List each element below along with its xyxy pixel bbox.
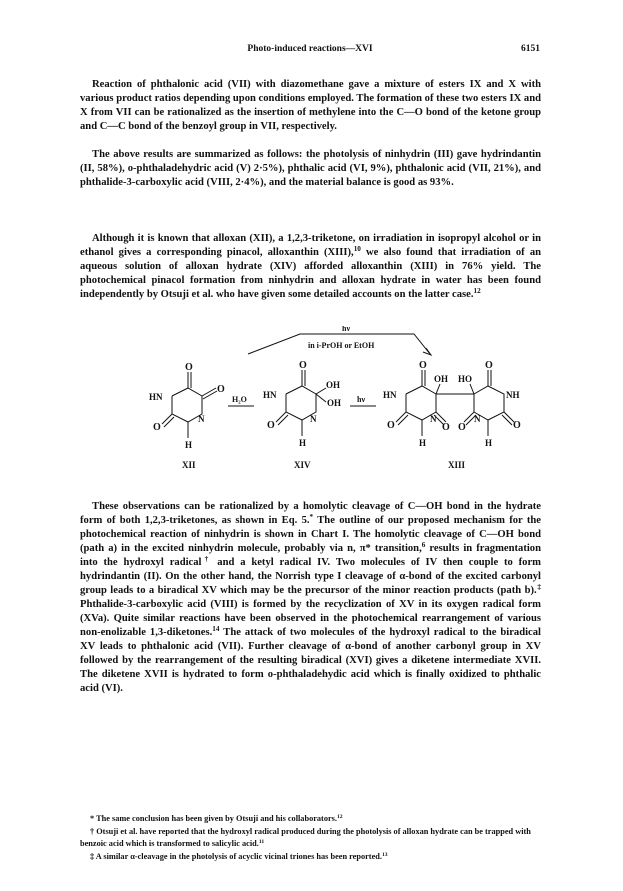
footnote-1 bbox=[80, 813, 541, 826]
page-header bbox=[80, 44, 540, 58]
paragraph-3 bbox=[80, 232, 541, 302]
atom-n: N bbox=[474, 414, 481, 424]
water-label: H₂O bbox=[232, 395, 247, 404]
atom-o: O bbox=[267, 420, 275, 431]
paragraph-4-text-a: These observations can be rationalized by a homolytic cleavage of C—OH bond in the hydrate form of both 1,2,3-triketones, as shown in Eq. 5. bbox=[80, 501, 541, 526]
citation-ref: 10 bbox=[353, 245, 361, 254]
atom-oh: OH bbox=[326, 380, 341, 390]
footnote-2 bbox=[80, 826, 541, 851]
atom-o: O bbox=[419, 360, 427, 371]
citation-ref: 11 bbox=[258, 838, 265, 845]
paragraph-3-text-a: Although it is known that alloxan (XII), a 1,2,3-triketone, on irradiation in isopropyl alcohol or in ethanol gives a corresponding pinacol, alloxanthin (XIII), bbox=[80, 233, 541, 258]
hv-top-label: hν bbox=[342, 326, 351, 333]
atom-oh: OH bbox=[327, 398, 342, 408]
atom-h: H bbox=[185, 440, 193, 450]
compound-label-xiii: XIII bbox=[448, 460, 466, 470]
footnote-marker: * bbox=[309, 513, 314, 522]
alloxanthin-structure bbox=[396, 370, 514, 436]
paragraph-1-text: Reaction of phthalonic acid (VII) with diazomethane gave a mixture of esters IX and X with various product ratios depending upon conditions employed. The formation of these two esters IX and X from VII can be rationalized as the insertion of methylene into the C—O bond of the ketone group and C—C bond of the benzoyl group in VII, respectively. bbox=[80, 79, 541, 132]
atom-nh: NH bbox=[506, 390, 520, 400]
footnote-2-text: Otsuji et al. have reported that the hydroxyl radical produced during the photolysis of alloxan hydrate can be trapped with benzoic acid which is transformed to salicylic acid. bbox=[80, 826, 531, 848]
citation-ref: 14 bbox=[212, 625, 220, 634]
atom-h: H bbox=[299, 438, 307, 448]
page-number: 6151 bbox=[521, 44, 540, 54]
alloxan-hydrate-structure bbox=[276, 370, 326, 436]
atom-hn: HN bbox=[383, 390, 397, 400]
atom-n: N bbox=[310, 414, 317, 424]
atom-o: O bbox=[299, 360, 307, 371]
reaction-scheme bbox=[130, 326, 530, 474]
citation-ref: 13 bbox=[381, 851, 388, 858]
paragraph-4-text-e: Phthalide-3-carboxylic acid (VIII) is formed by the recyclization of XV in its oxygen radical form (XVa). Quite similar reactions have been observed in the photochemical rearrangement of various non-enolizable 1,3-diketones. bbox=[80, 599, 541, 638]
atom-h: H bbox=[485, 438, 493, 448]
footnote-3 bbox=[80, 851, 541, 864]
hv-mid-label: hν bbox=[357, 395, 366, 404]
atom-n: N bbox=[430, 414, 437, 424]
citation-ref: 12 bbox=[473, 287, 481, 296]
citation-ref: 12 bbox=[336, 813, 343, 820]
running-title: Photo-induced reactions—XVI bbox=[247, 44, 373, 54]
compound-label-xii: XII bbox=[182, 460, 196, 470]
atom-hn: HN bbox=[263, 390, 277, 400]
compound-label-xiv: XIV bbox=[294, 460, 311, 470]
paragraph-4-text-c: results in fragmentation into the hydroxyl radical bbox=[80, 543, 541, 568]
atom-o: O bbox=[185, 362, 193, 373]
atom-o: O bbox=[485, 360, 493, 371]
citation-ref: 6 bbox=[421, 541, 426, 550]
atom-o: O bbox=[513, 420, 521, 431]
footnote-1-text: The same conclusion has been given by Otsuji and his collaborators. bbox=[94, 814, 337, 823]
atom-n: N bbox=[198, 414, 205, 424]
atom-h: H bbox=[419, 438, 427, 448]
atom-o: O bbox=[153, 422, 161, 433]
atom-ho: HO bbox=[458, 374, 473, 384]
alloxan-structure bbox=[162, 372, 217, 438]
paragraph-4-text-b: The outline of our proposed mechanism for the photochemical reaction of ninhydrin is shown in Chart I. The homolytic cleavage of C—OH bond (path a) in the excited ninhydrin molecule, probably via n, π* transition, bbox=[80, 515, 541, 554]
footnotes bbox=[80, 813, 541, 863]
footnote-3-text: A similar α-cleavage in the photolysis of acyclic vicinal triones has been reported. bbox=[94, 851, 382, 861]
atom-o: O bbox=[442, 422, 450, 433]
atom-hn: HN bbox=[149, 392, 163, 402]
paragraph-2-text: The above results are summarized as follows: the photolysis of ninhydrin (III) gave hydrindantin (II, 58%), o-phthaladehydric acid (V) 2·5%), phthalic acid (VI, 9%), phthalonic acid (VII, 21%), and phthalide-3-carboxylic acid (VIII, 2·4%), and the material balance is good as 93%. bbox=[80, 149, 541, 188]
footnote-marker: † bbox=[201, 555, 212, 564]
footnote-marker: * bbox=[90, 814, 95, 823]
paragraph-2 bbox=[80, 148, 541, 190]
footnote-marker: ‡ bbox=[536, 583, 542, 592]
atom-oh: OH bbox=[434, 374, 449, 384]
solvent-label: in i-PrOH or EtOH bbox=[308, 341, 375, 350]
paragraph-3-text-b: we also found that irradiation of an aqueous solution of alloxan hydrate (XIV) afforded alloxanthin (XIII) in 76% yield. The photochemical pinacol formation from ninhydrin and alloxan hydrate in water has been found independently by Otsuji et al. who have given some detailed accounts on the latter case. bbox=[80, 247, 542, 300]
footnote-marker: † bbox=[90, 826, 95, 836]
paragraph-4-text-d: and a ketyl radical IV. Two molecules of IV then couple to form hydrindantin (II). On the other hand, the Norrish type I cleavage of α-bond of the excited carbonyl group leads to a biradical XV which may be the precursor of the minor reaction products (path b). bbox=[80, 557, 542, 596]
paragraph-1 bbox=[80, 78, 541, 134]
atom-o: O bbox=[217, 384, 225, 395]
paragraph-4 bbox=[80, 500, 541, 696]
paragraph-4-text-f: The attack of two molecules of the hydroxyl radical to the biradical XV leads to phthalonic acid (VII). Further cleavage of α-bond of another carbonyl group in XV followed by the rearrangement of the resulting biradical (XVI) gives a diketene intermediate XVII. The diketene XVII is hydrated to form o-phthaladehydic acid which is finally oxidized to phthalic acid (VI). bbox=[80, 627, 541, 694]
atom-o: O bbox=[387, 420, 395, 431]
atom-o: O bbox=[458, 422, 466, 433]
footnote-marker: ‡ bbox=[90, 851, 95, 861]
